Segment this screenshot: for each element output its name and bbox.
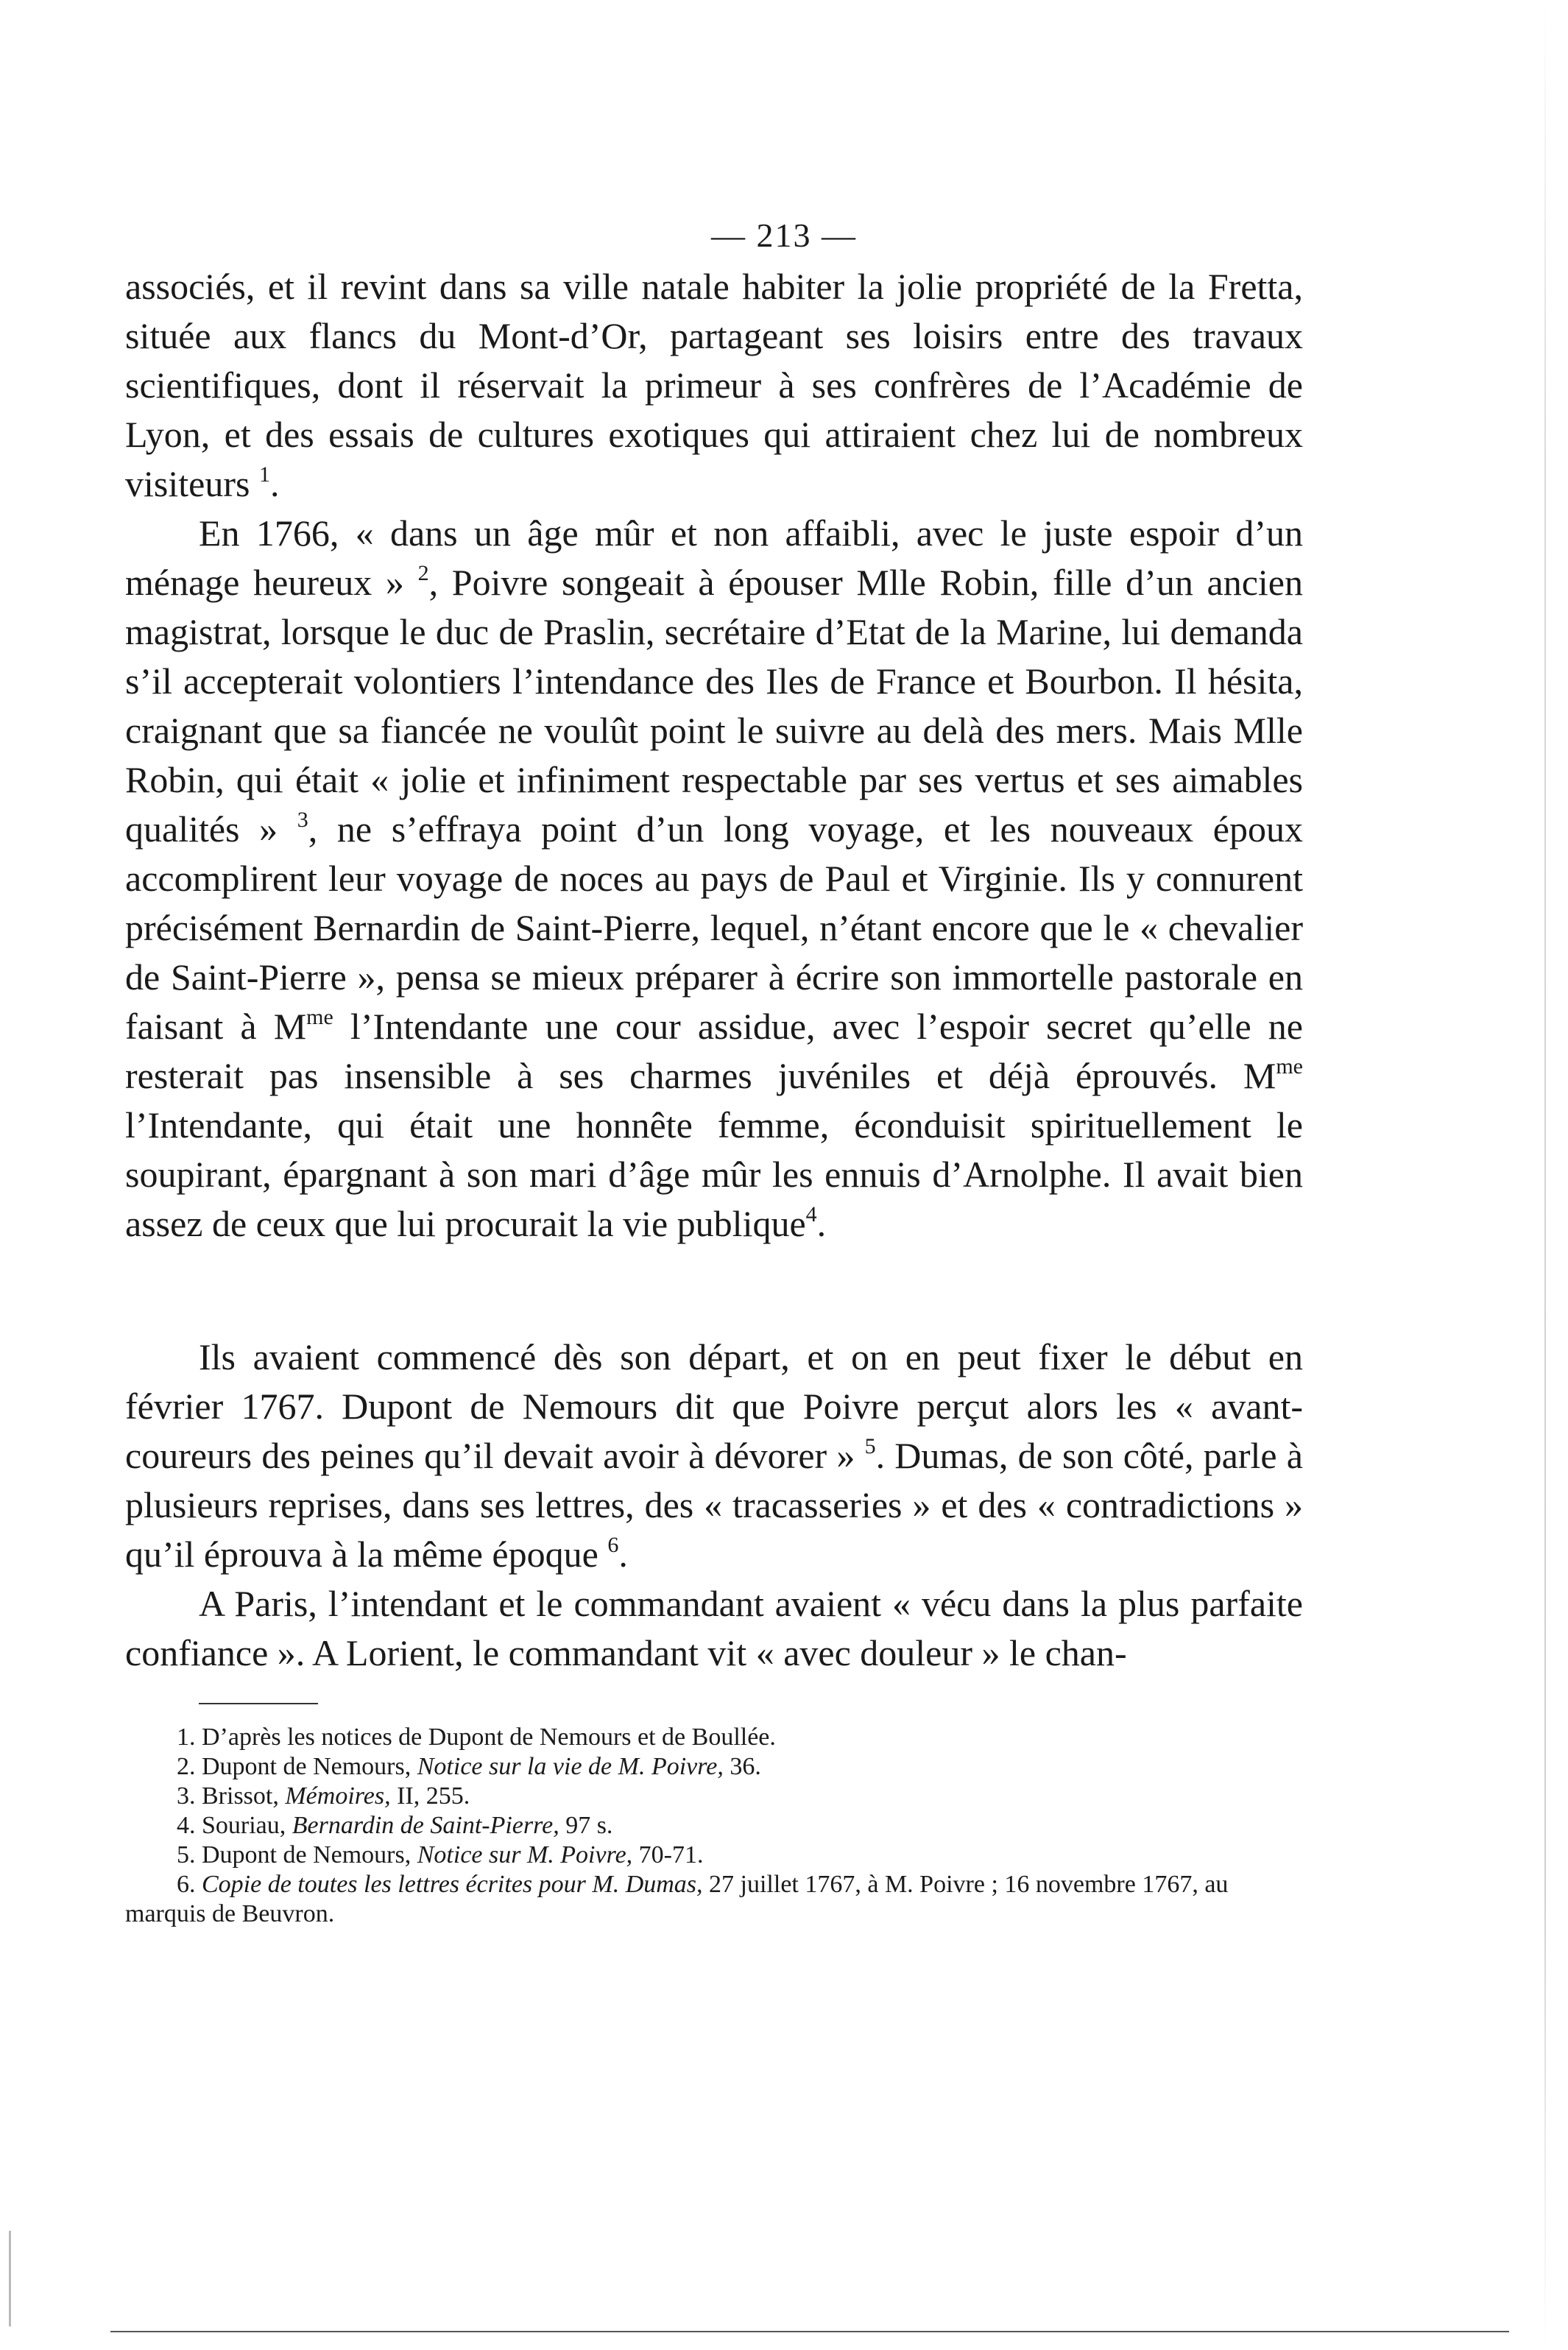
footnote-3: 3. Brissot, Mémoires, II, 255.: [177, 1782, 470, 1810]
footnote-5: 5. Dupont de Nemours, Notice sur M. Poivre, 70-71.: [177, 1841, 704, 1869]
footnote-ref-2[interactable]: 2: [417, 561, 429, 586]
footnotes: [125, 1723, 1303, 1929]
footnote-1: 1. D’après les notices de Dupont de Nemours et de Boullée.: [177, 1723, 776, 1751]
superscript-me: me: [1276, 1054, 1303, 1079]
footnote-ref-4[interactable]: 4: [805, 1202, 817, 1227]
scan-edge-right: [1544, 0, 1546, 2350]
scan-edge-left: [9, 2231, 11, 2326]
page-number: — 213 —: [711, 216, 857, 254]
scan-bottom-edge: [110, 2331, 1509, 2332]
footnote-2: 2. Dupont de Nemours, Notice sur la vie de M. Poivre, 36.: [177, 1753, 761, 1780]
footnote-ref-3[interactable]: 3: [297, 808, 308, 833]
paragraph-3: Ils avaient commencé dès son départ, et on en peut fixer le début en février 1767. Dupont de Nemours dit que Poivre perçut alors les « avant-coureurs des peines qu’il devait avoir à dévorer » $^5$. Dumas, de son côté, parle à plusieurs reprises, dans ses lettres, des « tracasseries » et des « contradictions » qu’il éprouva à la même époque $^6$.: [125, 1336, 1303, 1575]
paragraph-1: associés, et il revint dans sa ville natale habiter la jolie propriété de la Fretta, située aux flancs du Mont-d’Or, partageant ses loisirs entre des travaux scientifiques, dont il réservait la primeur à ses confrères de l’Académie de Lyon, et des essais de cultures exotiques qui attiraient chez lui de nombreux visiteurs $^1$.: [125, 266, 1303, 504]
footnote-separator: [199, 1703, 318, 1704]
body-text-block-1: [125, 262, 1303, 1249]
footnote-4: 4. Souriau, Bernardin de Saint-Pierre, 97 s.: [177, 1812, 613, 1839]
footnote-ref-6[interactable]: 6: [607, 1533, 619, 1558]
paragraph-4: A Paris, l’intendant et le commandant avaient « vécu dans la plus parfaite confiance ». A Lorient, le commandant vit « avec douleur » le chan-: [125, 1583, 1303, 1673]
paragraph-2: En 1766, « dans un âge mûr et non affaibli, avec le juste espoir d’un ménage heureux » $^2$, Poivre songeait à épouser Mlle Robin, fille d’un ancien magistrat, lorsque le duc de Praslin, secrétaire d’Etat de la Marine, lui demanda s’il accepterait volontiers l’intendance des Iles de France et Bourbon. Il hésita, craignant que sa fiancée ne voulût point le suivre au delà des mers. Mais Mlle Robin, qui était « jolie et infiniment respectable par ses vertus et ses aimables qualités » $^3$, ne s’effraya point d’un long voyage, et les nouveaux époux accomplirent leur voyage de noces au pays de Paul et Virginie. Ils y connurent précisément Bernardin de Saint-Pierre, lequel, n’étant encore que le « chevalier de Saint-Pierre », pensa se mieux préparer à écrire son immortelle pastorale en faisant à $M^{me}$ l’Intendante une cour assidue, avec l’espoir secret qu’elle ne resterait pas insensible à ses charmes juvéniles et déjà éprouvés. $M^{me}$ l’Intendante, qui était une honnête femme, éconduisit spirituellement le soupirant, épargnant à son mari d’âge mûr les ennuis d’Arnolphe. Il avait bien assez de ceux que lui procurait la vie publique$^4$.: [125, 512, 1303, 1244]
superscript-me: me: [306, 1005, 333, 1030]
footnote-6: 6. Copie de toutes les lettres écrites pour M. Dumas, 27 juillet 1767, à M. Poivre ; 16 novembre 1767, au marquis de Beuvron.: [125, 1871, 1229, 1927]
footnote-ref-1[interactable]: 1: [258, 462, 270, 487]
footnote-ref-5[interactable]: 5: [864, 1434, 876, 1459]
body-text-block-2: [125, 1333, 1303, 1678]
